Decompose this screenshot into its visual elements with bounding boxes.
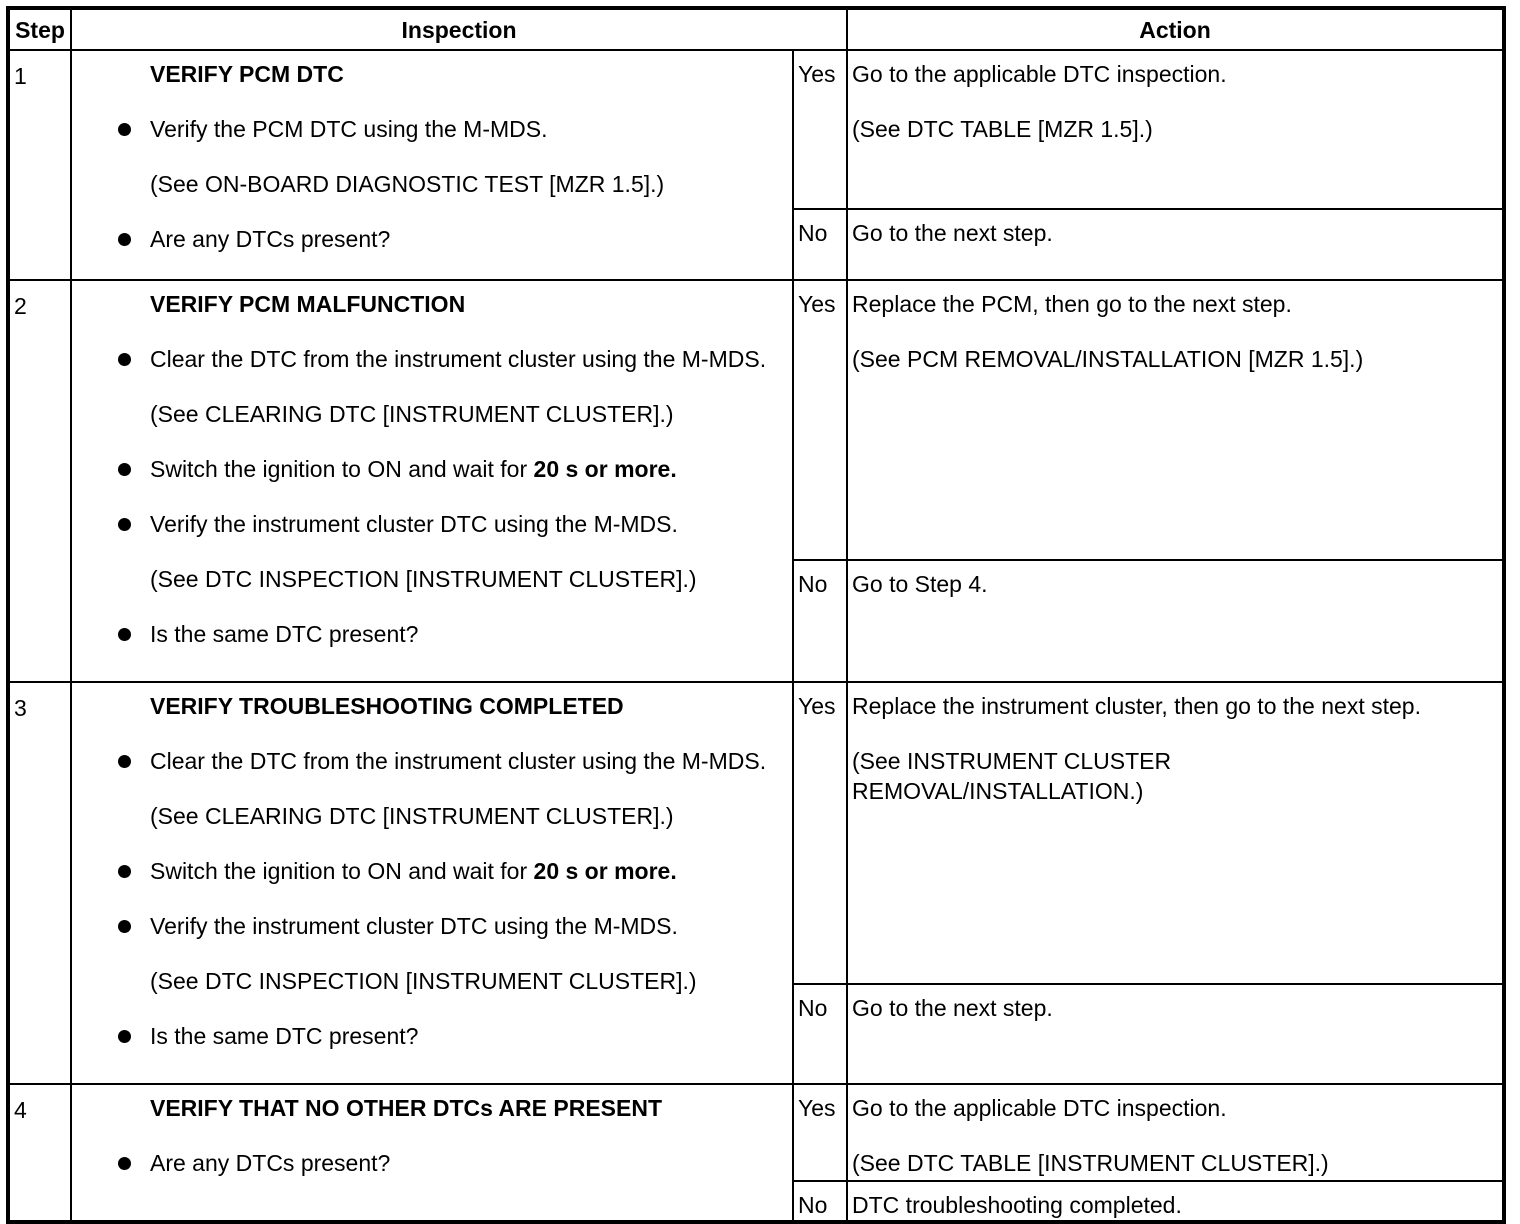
reference-text: (See DTC TABLE [INSTRUMENT CLUSTER].) xyxy=(852,1150,1329,1176)
header-action: Action xyxy=(847,8,1504,50)
yes-action-cell xyxy=(847,50,1504,209)
no-action-cell xyxy=(847,984,1504,1084)
header-inspection: Inspection xyxy=(71,8,847,50)
step-title: VERIFY TROUBLESHOOTING COMPLETED xyxy=(150,693,624,719)
step-1-row-yes xyxy=(8,50,1504,209)
step-4-row-yes xyxy=(8,1084,1504,1181)
step-3-inspection xyxy=(71,682,793,1084)
step-number: 4 xyxy=(8,1084,71,1222)
step-number: 2 xyxy=(8,280,71,682)
step-title: VERIFY PCM DTC xyxy=(150,61,344,87)
no-label: No xyxy=(793,1181,847,1222)
header-row xyxy=(8,8,1504,50)
bullet-item: Verify the PCM DTC using the M-MDS. xyxy=(72,114,772,144)
bullet-item: Switch the ignition to ON and wait for 20 s or more. xyxy=(72,454,772,484)
step-number: 1 xyxy=(8,50,71,280)
action-text: Go to the next step. xyxy=(852,995,1053,1021)
reference-text: (See CLEARING DTC [INSTRUMENT CLUSTER].) xyxy=(150,401,674,427)
yes-label: Yes xyxy=(793,50,847,209)
action-text: DTC troubleshooting completed. xyxy=(852,1192,1182,1218)
no-action-cell xyxy=(847,560,1504,682)
step-number: 3 xyxy=(8,682,71,1084)
action-text: Replace the instrument cluster, then go to the next step. xyxy=(852,693,1421,719)
no-label: No xyxy=(793,560,847,682)
no-action-cell xyxy=(847,209,1504,280)
bullet-item: Clear the DTC from the instrument cluster using the M-MDS. xyxy=(72,344,772,374)
no-label: No xyxy=(793,209,847,280)
yes-label: Yes xyxy=(793,280,847,560)
bullet-item: Are any DTCs present? xyxy=(72,1148,772,1178)
no-label: No xyxy=(793,984,847,1084)
reference-text: (See DTC INSPECTION [INSTRUMENT CLUSTER].) xyxy=(150,968,697,994)
bullet-item: Verify the instrument cluster DTC using the M-MDS. xyxy=(72,911,772,941)
reference-text: (See CLEARING DTC [INSTRUMENT CLUSTER].) xyxy=(150,803,674,829)
step-3-row-yes xyxy=(8,682,1504,984)
reference-text: (See DTC INSPECTION [INSTRUMENT CLUSTER].) xyxy=(150,566,697,592)
action-text: Go to the applicable DTC inspection. xyxy=(852,61,1227,87)
reference-text: (See PCM REMOVAL/INSTALLATION [MZR 1.5].) xyxy=(852,346,1364,372)
bullet-item: Switch the ignition to ON and wait for 20 s or more. xyxy=(72,856,772,886)
step-title: VERIFY THAT NO OTHER DTCs ARE PRESENT xyxy=(150,1095,663,1121)
action-text: Go to Step 4. xyxy=(852,571,988,597)
step-2-inspection xyxy=(71,280,793,682)
yes-action-cell xyxy=(847,1084,1504,1181)
step-title: VERIFY PCM MALFUNCTION xyxy=(150,291,466,317)
no-action-cell xyxy=(847,1181,1504,1222)
reference-text: (See INSTRUMENT CLUSTER REMOVAL/INSTALLATION.) xyxy=(852,748,1172,804)
bullet-item: Clear the DTC from the instrument cluster using the M-MDS. xyxy=(72,746,772,776)
bullet-item: Is the same DTC present? xyxy=(72,619,772,649)
yes-label: Yes xyxy=(793,682,847,984)
action-text: Go to the applicable DTC inspection. xyxy=(852,1095,1227,1121)
bullet-item: Verify the instrument cluster DTC using the M-MDS. xyxy=(72,509,772,539)
troubleshooting-table xyxy=(6,6,1506,1224)
bullet-item: Are any DTCs present? xyxy=(72,224,772,254)
yes-action-cell xyxy=(847,280,1504,560)
reference-text: (See ON-BOARD DIAGNOSTIC TEST [MZR 1.5].) xyxy=(150,171,665,197)
yes-action-cell xyxy=(847,682,1504,984)
action-text: Replace the PCM, then go to the next step. xyxy=(852,291,1292,317)
reference-text: (See DTC TABLE [MZR 1.5].) xyxy=(852,116,1153,142)
action-text: Go to the next step. xyxy=(852,219,1053,246)
bullet-item: Is the same DTC present? xyxy=(72,1021,772,1051)
yes-label: Yes xyxy=(793,1084,847,1181)
header-step: Step xyxy=(8,8,71,50)
step-1-inspection xyxy=(71,50,793,280)
step-2-row-yes xyxy=(8,280,1504,560)
step-4-inspection xyxy=(71,1084,793,1222)
